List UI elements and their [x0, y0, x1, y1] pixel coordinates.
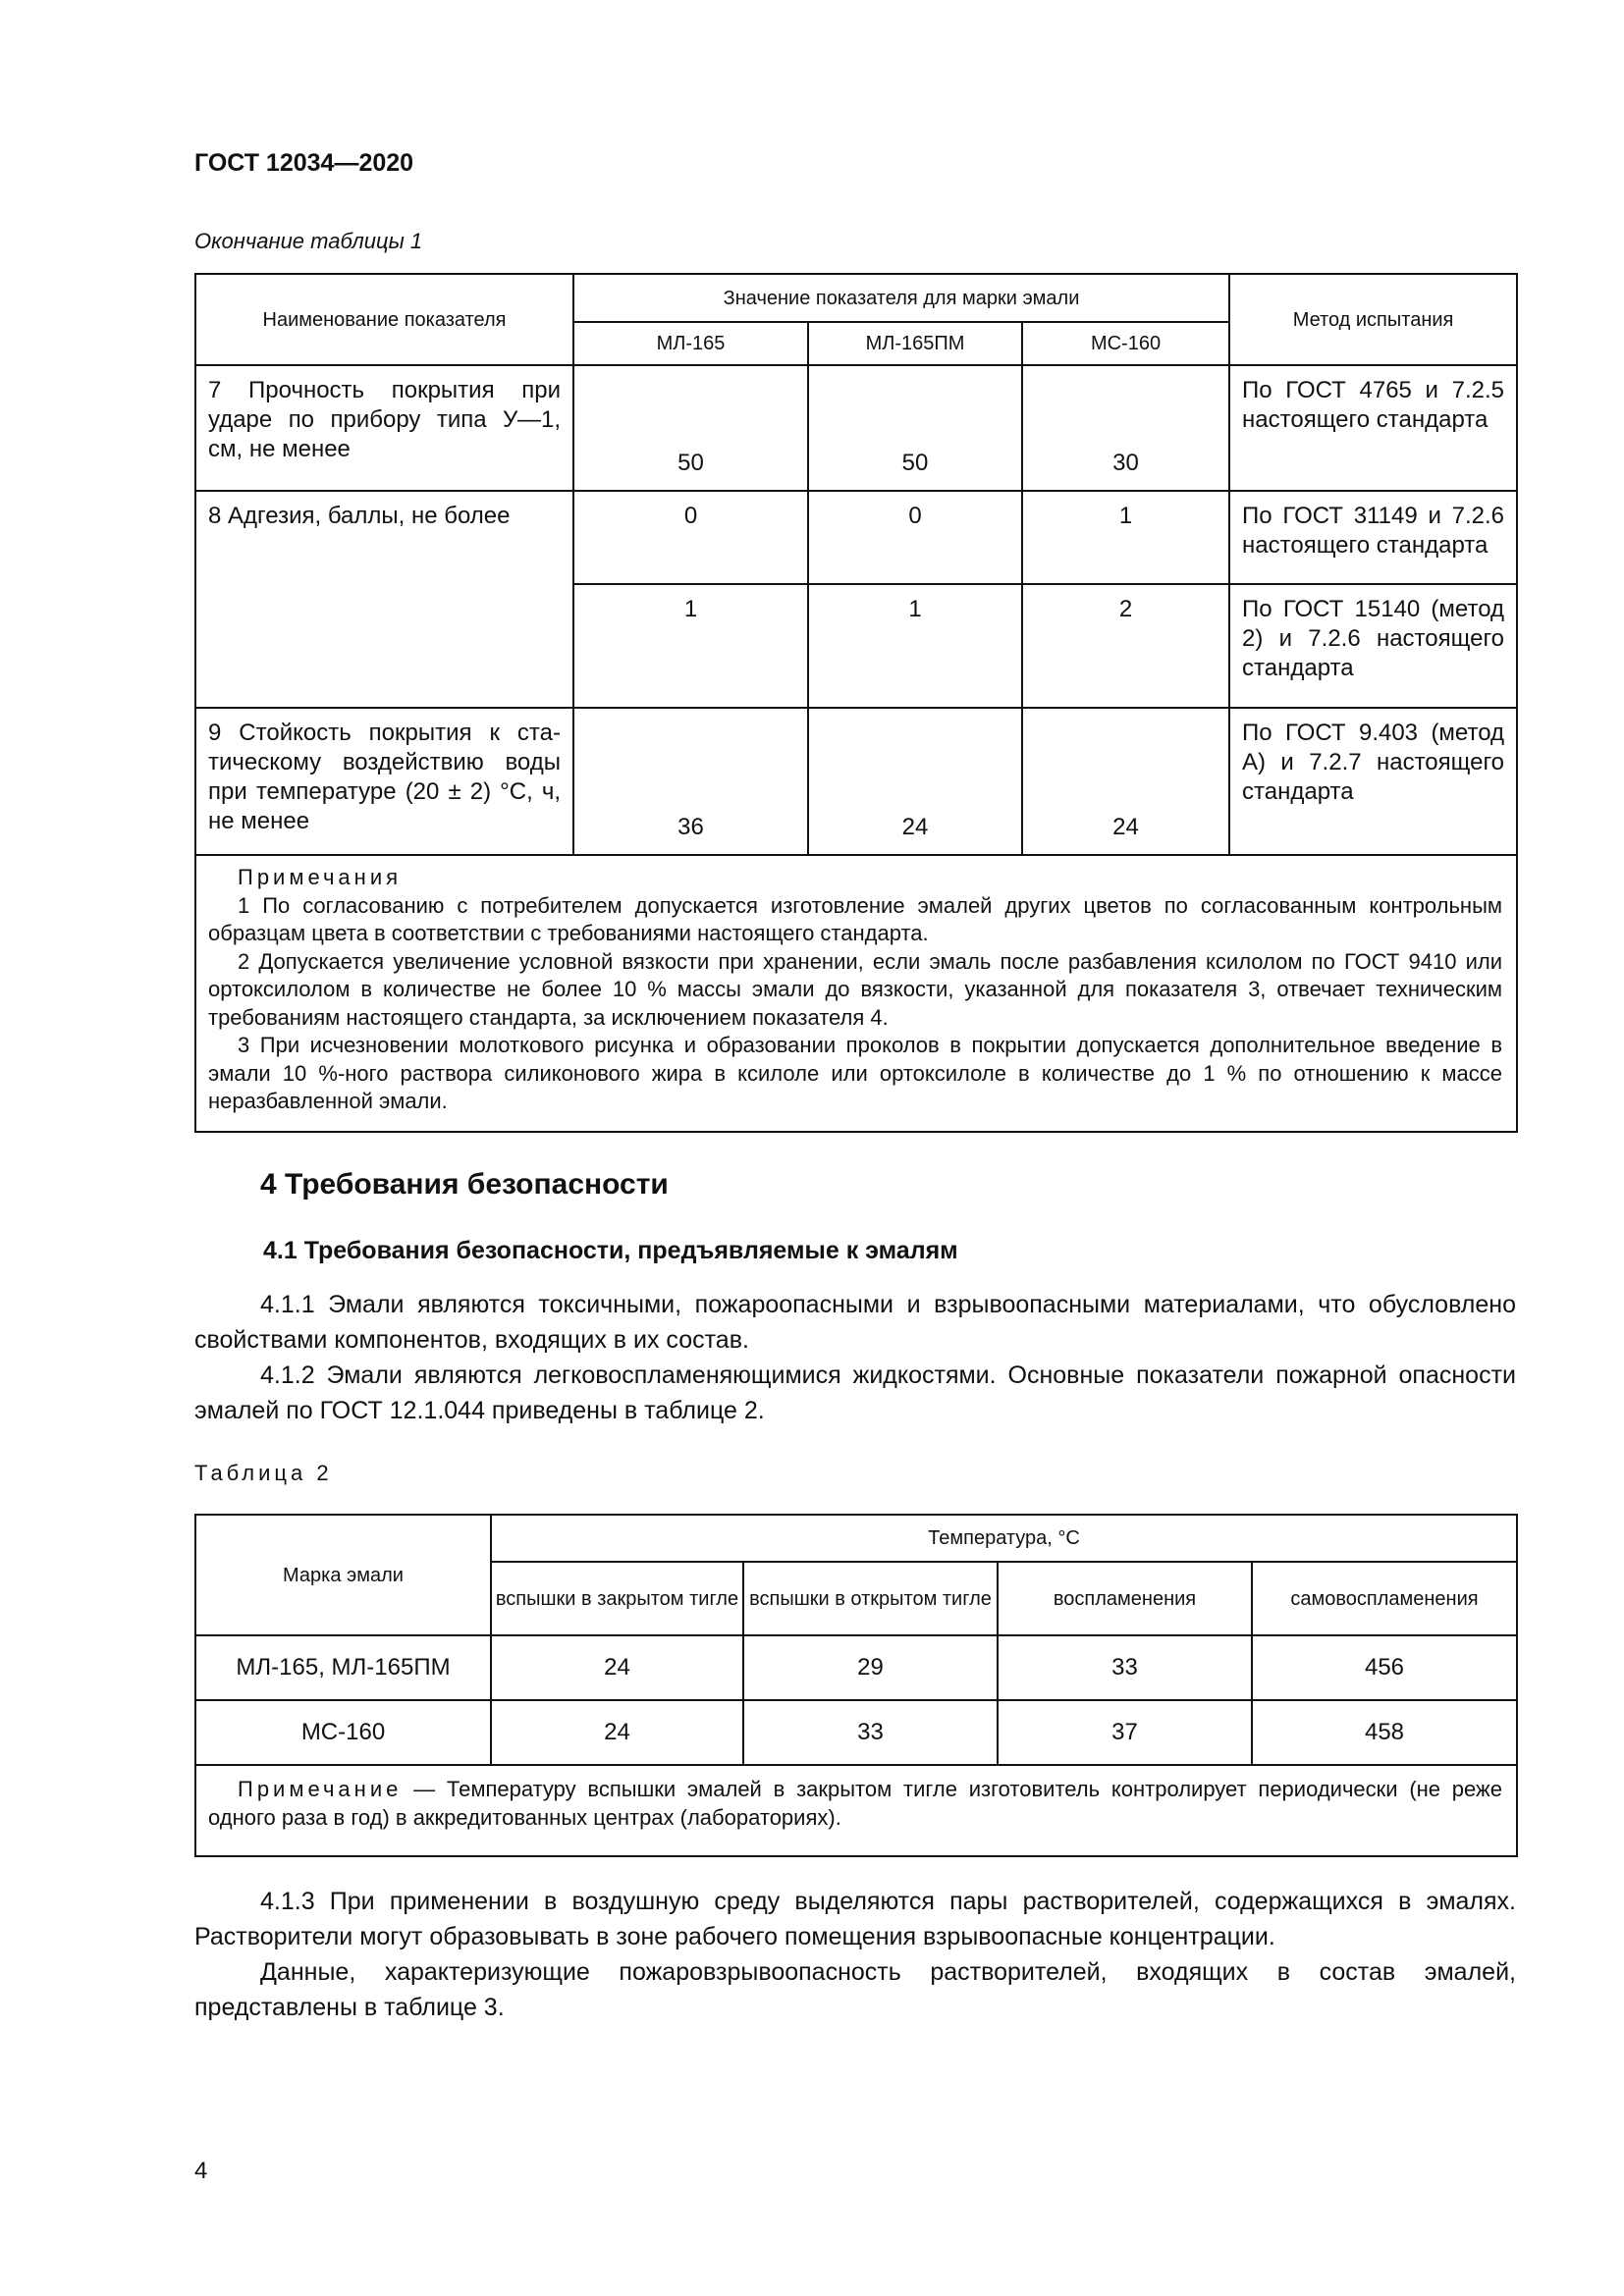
table1-caption: Окончание таблицы 1 — [194, 229, 423, 253]
cell-value: 0 — [808, 491, 1022, 584]
cell-value: 50 — [808, 365, 1022, 491]
col-header-brand: МЛ-165ПМ — [808, 322, 1022, 365]
col-header-brand: Марка эмали — [195, 1515, 491, 1635]
table-row — [195, 365, 1517, 491]
cell-value: 24 — [491, 1635, 743, 1700]
cell-value: 24 — [808, 708, 1022, 855]
col-header-method: Метод испытания — [1229, 274, 1517, 365]
cell-value: 1 — [808, 584, 1022, 708]
cell-value: 1 — [1022, 491, 1229, 584]
note-item: 1 По согласованию с потребителем допускается изготовление эмалей других цветов по согласованным контрольным образцам цвета в соответствии с требованиями настоящего стандарта. — [208, 892, 1503, 945]
row-name: 9 Стойкость покрытия к статическому воздействию воды при температуре (20 ± 2) °С, ч, не менее — [195, 708, 573, 855]
paragraph: 4.1.3 При применении в воздушную среду выделяются пары растворителей, содержащихся в эмалях. Растворители могут образовывать в зоне рабочего помещения взрывоопасные концентрации. — [194, 1888, 1516, 1950]
cell-method: По ГОСТ 4765 и 7.2.5 настоящего стандарта — [1229, 365, 1517, 491]
cell-value: 1 — [573, 584, 808, 708]
cell-brand: МЛ-165, МЛ-165ПМ — [195, 1635, 491, 1700]
table-1 — [194, 273, 1518, 1133]
cell-value: 36 — [573, 708, 808, 855]
cell-value: 37 — [998, 1700, 1252, 1765]
table2-note — [195, 1765, 1517, 1856]
paragraph: 4.1.1 Эмали являются токсичными, пожароопасными и взрывоопасными материалами, что обусловлено свойствами компонентов, входящих в их состав. — [194, 1291, 1516, 1354]
cell-value: 29 — [743, 1635, 998, 1700]
table-row — [195, 1635, 1517, 1700]
cell-value: 50 — [573, 365, 808, 491]
col-header-name: Наименование показателя — [195, 274, 573, 365]
cell-brand: МС-160 — [195, 1700, 491, 1765]
paragraph: Данные, характеризующие пожаровзрывоопасность растворителей, входящих в состав эмалей, представлены в таблице 3. — [194, 1958, 1516, 2021]
cell-value: 24 — [1022, 708, 1229, 855]
note-item: 3 При исчезновении молоткового рисунка и образовании проколов в покрытии допускается дополнительное введение в эмали 10 %-ного раствора силиконового жира в ксилоле или ортоксилоле в количестве до 1 % по отношению к массе неразбавленной эмали. — [208, 1033, 1503, 1113]
cell-value: 33 — [998, 1635, 1252, 1700]
page-number: 4 — [194, 2158, 208, 2184]
cell-value: 0 — [573, 491, 808, 584]
cell-method: По ГОСТ 15140 (метод 2) и 7.2.6 настоящего стандарта — [1229, 584, 1517, 708]
col-header-brand: МЛ-165 — [573, 322, 808, 365]
col-header: воспламенения — [998, 1562, 1252, 1635]
paragraph: 4.1.2 Эмали являются легковоспламеняющимися жидкостями. Основные показатели пожарной опасности эмалей по ГОСТ 12.1.044 приведены в таблице 2. — [194, 1362, 1516, 1424]
note-label: Примечание — [238, 1777, 403, 1801]
note-item: 2 Допускается увеличение условной вязкости при хранении, если эмаль после разбавления ксилолом по ГОСТ 9410 или ортоксилолом в количестве не более 10 % массы эмали до вязкости, указанной для показателя 3, отвечает техническим требованиям настоящего стандарта, за исключением показателя 4. — [208, 948, 1503, 1030]
col-header-brand: МС-160 — [1022, 322, 1229, 365]
col-header: вспышки в закрытом тигле — [491, 1562, 743, 1635]
col-header-group: Значение показателя для марки эмали — [573, 274, 1229, 322]
cell-value: 2 — [1022, 584, 1229, 708]
table-2 — [194, 1514, 1518, 1857]
cell-value: 33 — [743, 1700, 998, 1765]
cell-value: 456 — [1252, 1635, 1517, 1700]
notes-title: Примечания — [238, 865, 403, 889]
table-row — [195, 1700, 1517, 1765]
row-name: 7 Прочность покрытия при ударе по прибору типа У—1, см, не менее — [195, 365, 573, 491]
section-text — [194, 1884, 1516, 2025]
cell-value: 458 — [1252, 1700, 1517, 1765]
table1-notes — [195, 855, 1517, 1132]
cell-value: 24 — [491, 1700, 743, 1765]
document-header: ГОСТ 12034—2020 — [194, 149, 414, 177]
table2-caption: Таблица 2 — [194, 1461, 333, 1485]
note-text: — Температуру вспышки эмалей в закрытом тигле изготовитель контролирует периодически (не реже одного раза в год) в аккредитованных центрах (лабораториях). — [208, 1777, 1502, 1830]
cell-value: 30 — [1022, 365, 1229, 491]
section-text — [194, 1287, 1516, 1428]
section-title: 4 Требования безопасности — [260, 1168, 669, 1201]
subsection-title: 4.1 Требования безопасности, предъявляемые к эмалям — [263, 1237, 958, 1264]
cell-method: По ГОСТ 9.403 (метод А) и 7.2.7 настоящего стандарта — [1229, 708, 1517, 855]
col-header: самовоспламенения — [1252, 1562, 1517, 1635]
table-row — [195, 491, 1517, 584]
col-header: вспышки в открытом тигле — [743, 1562, 998, 1635]
table-row — [195, 708, 1517, 855]
col-header-group: Температура, °С — [491, 1515, 1517, 1562]
row-name: 8 Адгезия, баллы, не более — [195, 491, 573, 708]
cell-method: По ГОСТ 31149 и 7.2.6 настоящего стандарта — [1229, 491, 1517, 584]
